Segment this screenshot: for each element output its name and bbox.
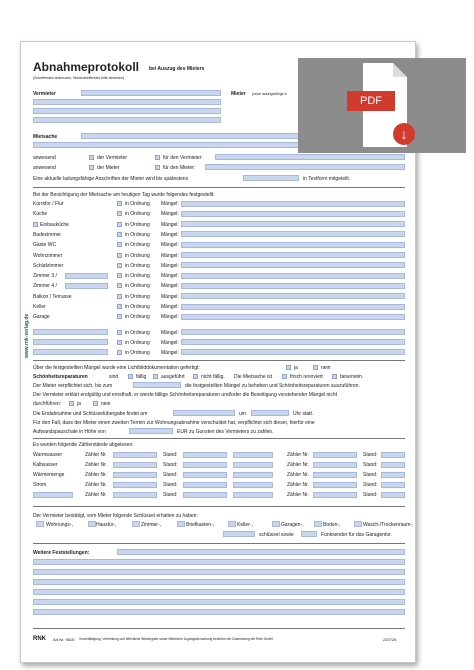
ausgefuehrt-label: ausgeführt [161, 374, 185, 380]
key-count-field[interactable] [88, 521, 96, 527]
verpflichtet-text-b: die festgestellten Mängel zu beheben und Schönheitsreparaturen auszuführen. [185, 383, 360, 389]
download-arrow-icon[interactable]: ↓ [393, 123, 415, 145]
key-type-label: Zimmer-, [141, 522, 161, 528]
stand-label: Stand: [363, 482, 378, 488]
meter-name-field-right[interactable] [233, 472, 273, 478]
meter-name-field-right[interactable] [233, 462, 273, 468]
zaehler-nr-label: Zähler Nr. [287, 472, 309, 478]
room-label: Balkon / Terrasse [33, 293, 72, 300]
stand-label: Stand: [163, 472, 178, 478]
checkbox-in-ordnung[interactable] [117, 211, 122, 216]
key-count-field[interactable] [354, 521, 362, 527]
verpflichtet-text-a: Der Mieter verpflichtet sich, bis zum [33, 383, 113, 389]
divider [33, 506, 405, 507]
checkbox-lichtbild-ja[interactable] [286, 365, 291, 370]
checkbox-in-ordnung[interactable] [117, 283, 122, 288]
anwesend-label-2: anwesend [33, 165, 56, 171]
room-label: Wohnzimmer [33, 252, 63, 259]
zaehler-nr-field[interactable] [113, 462, 157, 468]
maengel-field[interactable] [181, 349, 405, 355]
maengel-field[interactable] [181, 304, 405, 310]
footer-logo: RNK [33, 636, 46, 642]
zaehler-nr-label: Zähler Nr. [85, 472, 107, 478]
in-ordnung-label: in Ordnung [125, 242, 150, 249]
divider [33, 187, 405, 188]
key-type-label: Wohnungs-, [46, 522, 73, 528]
weitere-field-4[interactable] [33, 579, 405, 585]
endabnahme-text-a: Die Endabnahme und Schlüsselübergabe findet am [33, 411, 148, 417]
form-subtitle: bei Auszug des Mieters [149, 66, 205, 72]
meter-name-field-right[interactable] [233, 452, 273, 458]
pauschale-text-b: EUR zu Gunsten des Vermieters zu zahlen. [177, 429, 274, 435]
checkbox-frisch-renoviert[interactable] [282, 374, 287, 379]
weitere-field-5[interactable] [33, 589, 405, 595]
schoenheit-label: Schönheitsreparaturen [33, 374, 88, 380]
fuer-mieter-field[interactable] [205, 164, 405, 170]
room-label: Keller [33, 304, 46, 310]
pdf-label: PDF [347, 91, 395, 111]
pdf-file-icon [360, 63, 408, 147]
maengel-label: Mängel: [161, 211, 179, 218]
in-ordnung-label: in Ordnung [125, 329, 150, 336]
maengel-label: Mängel: [161, 201, 179, 207]
vermieter-field-4[interactable] [33, 117, 221, 123]
key-type-label: Wasch-/Trockenraum-, [363, 522, 414, 528]
zaehler-nr-field[interactable] [113, 492, 157, 498]
key-type-label: Keller-, [237, 522, 253, 528]
faellig-label: fällig [136, 374, 147, 380]
form-note: (Zutreffendes ankreuzen, Nichtzutreffendes bitte streichen) [33, 76, 125, 80]
anschrift-date-field[interactable] [243, 175, 299, 181]
mietsache-label: Mietsache [33, 134, 58, 140]
meter-name-field-right[interactable] [233, 482, 273, 488]
stand-field[interactable] [381, 482, 405, 488]
stand-label: Stand: [163, 462, 178, 468]
maengel-label: Mängel: [161, 339, 179, 346]
divider [33, 628, 405, 629]
maengel-label: Mängel: [161, 349, 179, 356]
divider [33, 543, 405, 544]
stand-field[interactable] [381, 462, 405, 468]
fuer-mieter-label: für den Mieter: [163, 165, 196, 171]
maengel-field[interactable] [181, 329, 405, 335]
checkbox-in-ordnung[interactable] [117, 330, 122, 335]
checkbox-in-ordnung[interactable] [117, 340, 122, 345]
stand-label: Stand: [163, 492, 178, 498]
meter-name-field-right[interactable] [233, 492, 273, 498]
schoenheit-sind: sind [109, 374, 119, 380]
extra-room-field-2[interactable] [33, 339, 108, 345]
weitere-field-3[interactable] [33, 569, 405, 575]
maengel-label: Mängel: [161, 314, 179, 321]
key-type-label: Boden-, [323, 522, 341, 528]
in-ordnung-label: in Ordnung [125, 262, 150, 269]
checkbox-besenrein[interactable] [332, 374, 337, 379]
maengel-field[interactable] [181, 262, 405, 268]
durchfuehren-label: durchführen: [33, 401, 62, 407]
stand-field[interactable] [183, 462, 227, 468]
lichtbild-text: Über die festgestellten Mängel wurde eine Lichtbilddokumentation gefertigt: [33, 365, 200, 371]
meter-label: Warmwasser [33, 452, 62, 458]
zaehler-nr-field[interactable] [313, 472, 357, 478]
room-label: Garage [33, 314, 50, 321]
maengel-label: Mängel: [161, 273, 179, 280]
page-fold [393, 63, 407, 77]
in-ordnung-label: in Ordnung [125, 231, 150, 238]
key-type-label: Garagen-, [281, 522, 304, 528]
checkbox-in-ordnung[interactable] [117, 242, 122, 247]
der-mieter-label: der Mieter [97, 165, 120, 171]
weitere-field-7[interactable] [33, 609, 405, 615]
maengel-field[interactable] [181, 211, 405, 217]
checkbox-in-ordnung[interactable] [117, 273, 122, 278]
zaehler-nr-label: Zähler Nr. [85, 462, 107, 468]
stand-label: Stand: [363, 452, 378, 458]
lichtbild-nein-label: nein [321, 365, 331, 371]
keys-text-a: schlüssel sowie [259, 532, 294, 538]
stand-field[interactable] [183, 472, 227, 478]
maengel-field[interactable] [181, 314, 405, 320]
stand-field[interactable] [183, 492, 227, 498]
funksender-count-field[interactable] [301, 531, 317, 537]
room-label: Gäste WC [33, 242, 57, 249]
anwesend-label-1: anwesend [33, 155, 56, 161]
maengel-field[interactable] [181, 283, 405, 289]
endabnahme-text-b: Uhr statt. [293, 411, 314, 417]
weitere-field-2[interactable] [33, 559, 405, 565]
checkbox-fuer-mieter[interactable] [155, 165, 160, 170]
weitere-field-1[interactable] [117, 549, 405, 555]
nicht-faellig-label: nicht fällig. [201, 374, 225, 380]
checkbox-der-mieter[interactable] [89, 165, 94, 170]
checkbox-einbaukueche[interactable] [33, 222, 38, 227]
in-ordnung-label: in Ordnung [125, 283, 150, 290]
in-ordnung-label: in Ordnung [125, 273, 150, 280]
checkbox-in-ordnung[interactable] [117, 232, 122, 237]
checkbox-in-ordnung[interactable] [117, 314, 122, 319]
checkbox-faellig[interactable] [128, 374, 133, 379]
fuer-vermieter-field[interactable] [215, 154, 405, 160]
checkbox-in-ordnung[interactable] [117, 263, 122, 268]
zaehler-nr-label: Zähler Nr. [287, 492, 309, 498]
stand-field[interactable] [183, 452, 227, 458]
mieter-label: Mieter [231, 91, 246, 97]
checkbox-in-ordnung[interactable] [117, 222, 122, 227]
divider [33, 360, 405, 361]
room-label: Badezimmer [33, 231, 62, 238]
maengel-field[interactable] [181, 293, 405, 299]
maengel-label: Mängel: [161, 304, 179, 310]
mietsache-ist-label: Die Mietsache ist [234, 374, 273, 380]
checkbox-fuer-vermieter[interactable] [155, 155, 160, 160]
stand-label: Stand: [363, 462, 378, 468]
stand-label: Stand: [163, 482, 178, 488]
zaehler-nr-label: Zähler Nr. [85, 482, 107, 488]
divider [33, 438, 405, 439]
maengel-label: Mängel: [161, 252, 179, 259]
pauschale-text-a: Aufwandspauschale in Höhe von [33, 429, 106, 435]
stand-label: Stand: [363, 492, 378, 498]
extra-room-field-1[interactable] [33, 329, 108, 335]
endabnahme-time-field[interactable] [251, 410, 289, 416]
room-label: Einbauküche [40, 221, 69, 228]
meter-label: Wärmemenge [33, 472, 65, 478]
meter-name-field[interactable] [33, 492, 73, 498]
footer-code: 220726 [383, 637, 397, 642]
checkbox-nicht-faellig[interactable] [193, 374, 198, 379]
in-ordnung-label: in Ordnung [125, 293, 150, 300]
room-label: Zimmer 4 / [33, 283, 57, 290]
room-label: Küche [33, 211, 48, 218]
pdf-download-overlay[interactable] [298, 58, 466, 153]
maengel-field[interactable] [181, 231, 405, 237]
keys-text-b: Funksender für das Garagentor. [321, 532, 392, 538]
verpflichtet-date-field[interactable] [133, 382, 181, 388]
zaehler-heading: Es wurden folgende Zählerstände abgelesen: [33, 442, 134, 448]
publisher-url: www.rnk-verlag.de [24, 313, 30, 358]
checkbox-in-ordnung[interactable] [117, 304, 122, 309]
room-name-field[interactable] [65, 283, 108, 289]
extra-room-field-3[interactable] [33, 349, 108, 355]
maengel-field[interactable] [181, 201, 405, 207]
zaehler-nr-field[interactable] [113, 482, 157, 488]
in-ordnung-label: in Ordnung [125, 339, 150, 346]
maengel-label: Mängel: [161, 242, 179, 249]
room-label: Korridor / Flur [33, 201, 64, 207]
vermieter-label: Vermieter [33, 91, 56, 97]
stand-field[interactable] [183, 482, 227, 488]
checkbox-lichtbild-nein[interactable] [313, 365, 318, 370]
key-count-field[interactable] [314, 521, 322, 527]
maengel-label: Mängel: [161, 329, 179, 336]
meter-label: Kaltwasser [33, 462, 58, 468]
maengel-label: Mängel: [161, 221, 179, 228]
key-count-field[interactable] [272, 521, 280, 527]
in-ordnung-label: in Ordnung [125, 349, 150, 356]
durchfuehren-nein-label: nein [101, 401, 111, 407]
key-count-field[interactable] [177, 521, 185, 527]
keys-count-field[interactable] [223, 531, 255, 537]
footer-art-nr: Art.Nr. 981E [53, 637, 75, 642]
zaehler-nr-label: Zähler Nr. [85, 452, 107, 458]
weitere-field-6[interactable] [33, 599, 405, 605]
frisch-renoviert-label: frisch renoviert [290, 374, 323, 380]
in-ordnung-label: in Ordnung [125, 314, 150, 321]
checkbox-in-ordnung[interactable] [117, 350, 122, 355]
zaehler-nr-label: Zähler Nr. [287, 482, 309, 488]
key-type-label: Briefkasten-, [186, 522, 215, 528]
der-vermieter-label: der Vermieter [97, 155, 128, 161]
maengel-label: Mängel: [161, 231, 179, 238]
maengel-label: Mängel: [161, 262, 179, 269]
endabnahme-date-field[interactable] [173, 410, 235, 416]
checkbox-durchfuehren-ja[interactable] [69, 401, 74, 406]
maengel-field[interactable] [181, 273, 405, 279]
maengel-field[interactable] [181, 339, 405, 345]
zaehler-nr-field[interactable] [113, 452, 157, 458]
vermieter-field[interactable] [81, 90, 221, 96]
meter-label: Strom [33, 482, 47, 488]
checkbox-ausgefuehrt[interactable] [153, 374, 158, 379]
in-ordnung-label: in Ordnung [125, 211, 150, 218]
key-type-label: Haustür-, [96, 522, 117, 528]
zweiter-termin-text: Für den Fall, dass der Mieter einen zweiten Termin zur Wohnungsabnahme verschuldet hat, verpflichtet sich dieser, hierfür eine [33, 420, 315, 426]
zaehler-nr-field[interactable] [313, 492, 357, 498]
room-name-field[interactable] [65, 273, 108, 279]
schluessel-heading: Der Vermieter bestätigt, vom Mieter folgende Schlüssel erhalten zu haben: [33, 513, 198, 519]
vermieter-field-3[interactable] [33, 108, 221, 114]
in-ordnung-label: in Ordnung [125, 201, 150, 207]
key-count-field[interactable] [36, 521, 44, 527]
vermieter-erklaert-text: Der Vermieter erklärt endgültig und ernsthaft, er werde fällige Schönheitsreparaturen und/oder die Beseitigung vorstehender Mängel nicht [33, 392, 338, 398]
stand-label: Stand: [163, 452, 178, 458]
maengel-field[interactable] [181, 252, 405, 258]
form-title: Abnahmeprotokoll [33, 60, 140, 74]
zaehler-nr-label: Zähler Nr. [287, 462, 309, 468]
room-label: Schlafzimmer [33, 262, 64, 269]
key-count-field[interactable] [132, 521, 140, 527]
stand-field[interactable] [381, 452, 405, 458]
vermieter-field-2[interactable] [33, 99, 221, 105]
besichtigung-text: Bei der Besichtigung der Mietsache am heutigen Tag wurde folgendes festgestellt: [33, 192, 215, 198]
maengel-label: Mängel: [161, 283, 179, 290]
in-ordnung-label: in Ordnung [125, 304, 150, 310]
checkbox-durchfuehren-nein[interactable] [93, 401, 98, 406]
checkbox-der-vermieter[interactable] [89, 155, 94, 160]
lichtbild-ja-label: ja [294, 365, 298, 371]
weitere-label: Weitere Feststellungen: [33, 550, 90, 556]
room-label: Zimmer 3 / [33, 273, 57, 280]
zaehler-nr-field[interactable] [113, 472, 157, 478]
fuer-vermieter-label: für den Vermieter: [163, 155, 203, 161]
zaehler-nr-label: Zähler Nr. [287, 452, 309, 458]
besenrein-label: besenrein. [340, 374, 364, 380]
stand-label: Stand: [363, 472, 378, 478]
footer-copyright: Vervielfältigung, Verbreitung und öffentliche Wiedergabe sowie öffentliche Zugänglichmachung bedürfen der Zustimmung der Roth GmbH [79, 637, 273, 641]
zaehler-nr-label: Zähler Nr. [85, 492, 107, 498]
zaehler-nr-field[interactable] [313, 452, 357, 458]
zaehler-nr-field[interactable] [313, 482, 357, 488]
endabnahme-um-label: um [239, 411, 246, 417]
checkbox-in-ordnung[interactable] [117, 253, 122, 258]
anschrift-text-b: in Textform mitgeteilt. [303, 176, 351, 182]
checkbox-in-ordnung[interactable] [117, 294, 122, 299]
checkbox-in-ordnung[interactable] [117, 201, 122, 206]
key-count-field[interactable] [228, 521, 236, 527]
mieter-note: (neue ladungsfähige A [252, 92, 287, 96]
in-ordnung-label: in Ordnung [125, 252, 150, 259]
durchfuehren-ja-label: ja [77, 401, 81, 407]
pauschale-amount-field[interactable] [129, 428, 173, 434]
stand-field[interactable] [381, 492, 405, 498]
zaehler-nr-field[interactable] [313, 462, 357, 468]
anschrift-text-a: Eine aktuelle ladungsfähige Anschriften der Mieter wird bis spätestens [33, 176, 189, 182]
stand-field[interactable] [381, 472, 405, 478]
maengel-label: Mängel: [161, 293, 179, 300]
maengel-field[interactable] [181, 221, 405, 227]
in-ordnung-label: in Ordnung [125, 221, 150, 228]
maengel-field[interactable] [181, 242, 405, 248]
